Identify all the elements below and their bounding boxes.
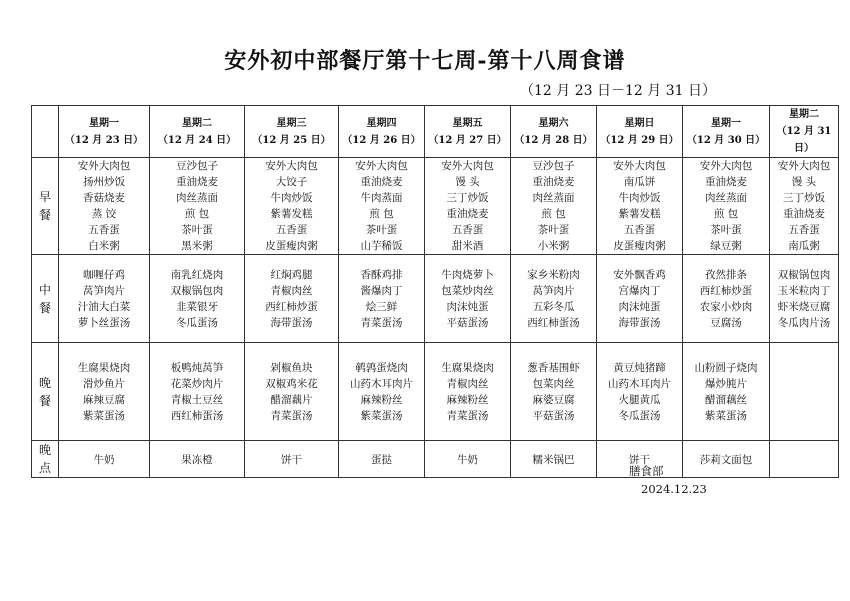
- weekday: 星期五: [452, 117, 483, 129]
- snack-cell: 蛋挞: [339, 441, 425, 478]
- day-date: （12 月 27 日）: [428, 134, 507, 146]
- dish-item: 麻婆豆腐: [532, 393, 575, 406]
- dish-item: 紫薯发糕: [270, 208, 313, 220]
- weekday: 星期二: [789, 109, 819, 120]
- menu-cell: [597, 158, 683, 255]
- menu-cell: [511, 255, 597, 343]
- dish-item: 煎 包: [713, 208, 739, 220]
- dish-item: 虾米烧豆腐: [777, 300, 831, 313]
- dish-item: 重油烧麦: [783, 208, 825, 220]
- menu-cell: [597, 255, 683, 343]
- menu-cell: [339, 255, 425, 343]
- dish-item: 包菜肉丝: [532, 377, 575, 390]
- dish-item: 紫薯发糕: [618, 208, 661, 220]
- dish-item: 五香蛋: [788, 224, 820, 236]
- dish-item: 包菜炒肉丝: [441, 284, 494, 297]
- dish-item: 牛肉烧萝卜: [441, 268, 494, 281]
- dish-item: 黑米粥: [181, 240, 213, 252]
- dish-item: 重油烧麦: [446, 208, 489, 220]
- snack-cell: 莎莉文面包: [683, 441, 770, 478]
- dish-item: 青椒土豆丝: [170, 393, 224, 406]
- menu-cell: [683, 158, 770, 255]
- dish-item: 紫菜蛋汤: [83, 409, 125, 422]
- dish-item: 莴笋肉片: [532, 284, 575, 297]
- weekday: 星期二: [182, 117, 212, 129]
- dish-item: 莴笋肉片: [83, 284, 125, 297]
- dish-item: 安外大肉包: [355, 160, 408, 172]
- dish-item: 西红柿蛋汤: [170, 409, 224, 422]
- dish-item: 萝卜丝蛋汤: [77, 316, 131, 329]
- dish-item: 重油烧麦: [532, 176, 575, 188]
- dish-item: 剁椒鱼块: [270, 361, 313, 374]
- signature-date: 2024.12.23: [641, 482, 707, 496]
- dish-item: 茶叶蛋: [181, 224, 213, 236]
- corner-cell: [32, 106, 59, 158]
- meal-label-snack: 晚 点: [32, 441, 59, 478]
- menu-cell: [683, 255, 770, 343]
- dish-item: 花菜炒肉片: [170, 377, 224, 390]
- menu-cell: [150, 255, 245, 343]
- dish-item: 安外大肉包: [77, 160, 131, 172]
- weekday: 星期一: [711, 117, 741, 129]
- meal-row-breakfast: [32, 158, 839, 255]
- menu-cell: [150, 158, 245, 255]
- dish-item: 南瓜粥: [788, 240, 820, 252]
- dish-item: 紫菜蛋汤: [360, 409, 403, 422]
- dish-item: 咖喱仔鸡: [83, 268, 125, 281]
- dish-item: 肉沫炖蛋: [446, 300, 489, 313]
- dish-item: 西红柿炒蛋: [265, 300, 318, 313]
- dish-item: 绿豆粥: [710, 240, 742, 252]
- meal-label-lunch: 中 餐: [32, 255, 59, 343]
- dish-item: 青椒肉丝: [446, 377, 489, 390]
- snack-row: [32, 441, 839, 478]
- snack-cell: 饼干: [245, 441, 339, 478]
- day-header-5: [425, 106, 511, 158]
- dish-item: 肉丝蒸面: [176, 192, 218, 204]
- dish-item: 家乡米粉肉: [527, 268, 580, 281]
- day-date: （12 月 31 日）: [776, 126, 832, 154]
- menu-cell: [770, 343, 839, 441]
- dish-item: 青菜蛋汤: [446, 409, 489, 422]
- dish-item: 青椒肉丝: [270, 284, 313, 297]
- day-header-9: [770, 106, 839, 158]
- dish-item: 五彩冬瓜: [532, 300, 575, 313]
- dish-item: 宫爆肉丁: [618, 284, 661, 297]
- weekday: 星期三: [276, 117, 307, 129]
- dish-item: 重油烧麦: [705, 176, 747, 188]
- dish-item: 酱爆肉丁: [360, 284, 403, 297]
- dish-item: 麻辣粉丝: [446, 393, 489, 406]
- dish-item: 安外大肉包: [265, 160, 318, 172]
- dish-item: 玉米粒肉丁: [777, 284, 831, 297]
- menu-cell: [245, 255, 339, 343]
- dish-item: 五香蛋: [623, 224, 656, 236]
- day-header-2: [150, 106, 245, 158]
- dish-item: 爆炒肫片: [705, 377, 747, 390]
- dish-item: 香酥鸡排: [360, 268, 403, 281]
- day-header-3: [245, 106, 339, 158]
- dish-item: 滑炒鱼片: [83, 377, 125, 390]
- meal-row-dinner: [32, 343, 839, 441]
- menu-cell: [59, 343, 150, 441]
- menu-cell: [425, 255, 511, 343]
- dish-item: 山药木耳肉片: [608, 377, 671, 390]
- dish-item: 白米粥: [88, 240, 120, 252]
- menu-cell: [425, 343, 511, 441]
- dish-item: 豆沙包子: [532, 160, 575, 172]
- dish-item: 五香蛋: [451, 224, 484, 236]
- day-date: （12 月 28 日）: [514, 134, 593, 146]
- header-row: [32, 106, 839, 158]
- signature-block: [629, 462, 707, 498]
- dish-item: 安外大肉包: [699, 160, 753, 172]
- dish-item: 海带蛋汤: [618, 316, 661, 329]
- menu-cell: [245, 343, 339, 441]
- dish-item: 孜然排条: [705, 268, 747, 281]
- day-date: （12 月 26 日）: [342, 134, 421, 146]
- dish-item: 生腐果烧肉: [77, 361, 131, 374]
- meal-row-lunch: [32, 255, 839, 343]
- dish-item: 双椒锅包肉: [777, 268, 831, 281]
- snack-cell: 糯米锅巴: [511, 441, 597, 478]
- dish-item: 安外大肉包: [613, 160, 666, 172]
- dish-item: 山芋稀饭: [360, 240, 403, 252]
- dish-item: 肉丝蒸面: [532, 192, 575, 204]
- dish-item: 五香蛋: [88, 224, 120, 236]
- dish-item: 麻辣豆腐: [83, 393, 125, 406]
- dish-item: 山粉圆子烧肉: [694, 361, 758, 374]
- dish-item: 甜米酒: [451, 240, 484, 252]
- dish-item: 牛肉炒饭: [618, 192, 661, 204]
- menu-cell: [339, 343, 425, 441]
- dish-item: 紫菜蛋汤: [705, 409, 747, 422]
- dish-item: 双椒锅包肉: [170, 284, 224, 297]
- dish-item: 茶叶蛋: [365, 224, 398, 236]
- dish-item: 皮蛋瘦肉粥: [265, 240, 318, 252]
- dish-item: 西红柿蛋汤: [527, 316, 580, 329]
- snack-cell: 牛奶: [425, 441, 511, 478]
- dish-item: 韭菜银牙: [176, 300, 218, 313]
- snack-cell: [770, 441, 839, 478]
- snack-cell: 饼干: [597, 441, 683, 478]
- dish-item: 冬瓜蛋汤: [618, 409, 661, 422]
- day-date: （12 月 25 日）: [252, 134, 331, 146]
- date-range-subtitle: （12 月 23 日－12 月 31 日）: [520, 83, 716, 99]
- dish-item: 香菇烧麦: [83, 192, 125, 204]
- menu-cell: [150, 343, 245, 441]
- dish-item: 麻辣粉丝: [360, 393, 403, 406]
- dish-item: 安外飘香鸡: [613, 268, 666, 281]
- dish-item: 安外大肉包: [777, 160, 831, 172]
- dish-item: 板鸭炖莴笋: [170, 361, 224, 374]
- meal-label-dinner: 晚 餐: [32, 343, 59, 441]
- dish-item: 茶叶蛋: [710, 224, 742, 236]
- dish-item: 肉沫炖蛋: [618, 300, 661, 313]
- dish-item: 重油烧麦: [176, 176, 218, 188]
- page-title: 安外初中部餐厅第十七周-第十八周食谱: [224, 48, 626, 74]
- dish-item: 皮蛋瘦肉粥: [613, 240, 666, 252]
- menu-cell: [770, 158, 839, 255]
- meal-label-breakfast: 早 餐: [32, 158, 59, 255]
- dish-item: 豆沙包子: [176, 160, 218, 172]
- dish-item: 生腐果烧肉: [441, 361, 494, 374]
- dish-item: 青菜蛋汤: [270, 409, 313, 422]
- dish-item: 安外大肉包: [441, 160, 494, 172]
- dish-item: 双椒鸡米花: [265, 377, 318, 390]
- menu-table: [31, 105, 839, 478]
- dish-item: 鹌鹑蛋烧肉: [355, 361, 408, 374]
- menu-cell: [245, 158, 339, 255]
- dish-item: 醋溜藕丝: [705, 393, 747, 406]
- signature-dept: 膳食部: [629, 464, 664, 478]
- dish-item: 馒 头: [455, 176, 480, 188]
- dish-item: 火腿黄瓜: [618, 393, 661, 406]
- dish-item: 豆腐汤: [710, 316, 742, 329]
- dish-item: 牛肉蒸面: [360, 192, 403, 204]
- dish-item: 小米粥: [537, 240, 570, 252]
- dish-item: 扬州炒饭: [83, 176, 125, 188]
- day-date: （12 月 24 日）: [157, 134, 237, 146]
- weekday: 星期四: [366, 117, 397, 129]
- day-header-4: [339, 106, 425, 158]
- dish-item: 海带蛋汤: [270, 316, 313, 329]
- dish-item: 葱香基围虾: [527, 361, 580, 374]
- weekday: 星期一: [89, 117, 119, 129]
- dish-item: 肉丝蒸面: [705, 192, 747, 204]
- dish-item: 冬瓜蛋汤: [176, 316, 218, 329]
- day-header-8: [683, 106, 770, 158]
- menu-cell: [59, 158, 150, 255]
- weekday: 星期六: [538, 117, 569, 129]
- dish-item: 南瓜饼: [623, 176, 656, 188]
- dish-item: 西红柿炒蛋: [699, 284, 753, 297]
- menu-cell: [597, 343, 683, 441]
- day-date: （12 月 30 日）: [686, 134, 766, 146]
- weekday: 星期日: [624, 117, 655, 129]
- menu-cell: [683, 343, 770, 441]
- dish-item: 大饺子: [275, 176, 308, 188]
- dish-item: 烩三鲜: [365, 300, 398, 313]
- dish-item: 冬瓜肉片汤: [777, 316, 831, 329]
- dish-item: 茶叶蛋: [537, 224, 570, 236]
- dish-item: 山药木耳肉片: [350, 377, 413, 390]
- dish-item: 蒸 饺: [91, 208, 117, 220]
- menu-cell: [511, 343, 597, 441]
- dish-item: 三丁炒饭: [446, 192, 489, 204]
- dish-item: 五香蛋: [275, 224, 308, 236]
- dish-item: 煎 包: [184, 208, 210, 220]
- dish-item: 重油烧麦: [360, 176, 403, 188]
- dish-item: 农家小炒肉: [699, 300, 753, 313]
- menu-cell: [425, 158, 511, 255]
- day-header-7: [597, 106, 683, 158]
- day-header-6: [511, 106, 597, 158]
- menu-cell: [59, 255, 150, 343]
- dish-item: 平菇蛋汤: [532, 409, 575, 422]
- dish-item: 牛肉炒饭: [270, 192, 313, 204]
- menu-cell: [511, 158, 597, 255]
- dish-item: 平菇蛋汤: [446, 316, 489, 329]
- dish-item: 青菜蛋汤: [360, 316, 403, 329]
- dish-item: 馒 头: [791, 176, 817, 188]
- menu-cell: [339, 158, 425, 255]
- day-header-1: [59, 106, 150, 158]
- dish-item: 黄豆炖猪蹄: [613, 361, 666, 374]
- dish-item: 红焖鸡腿: [270, 268, 313, 281]
- dish-item: 汁油大白菜: [77, 300, 131, 313]
- snack-cell: 牛奶: [59, 441, 150, 478]
- dish-item: 南乳红烧肉: [170, 268, 224, 281]
- day-date: （12 月 29 日）: [600, 134, 679, 146]
- dish-item: 三丁炒饭: [783, 192, 825, 204]
- menu-cell: [770, 255, 839, 343]
- day-date: （12 月 23 日）: [64, 134, 144, 146]
- snack-cell: 果冻橙: [150, 441, 245, 478]
- dish-item: 煎 包: [541, 208, 566, 220]
- dish-item: 煎 包: [369, 208, 394, 220]
- dish-item: 醋溜藕片: [270, 393, 313, 406]
